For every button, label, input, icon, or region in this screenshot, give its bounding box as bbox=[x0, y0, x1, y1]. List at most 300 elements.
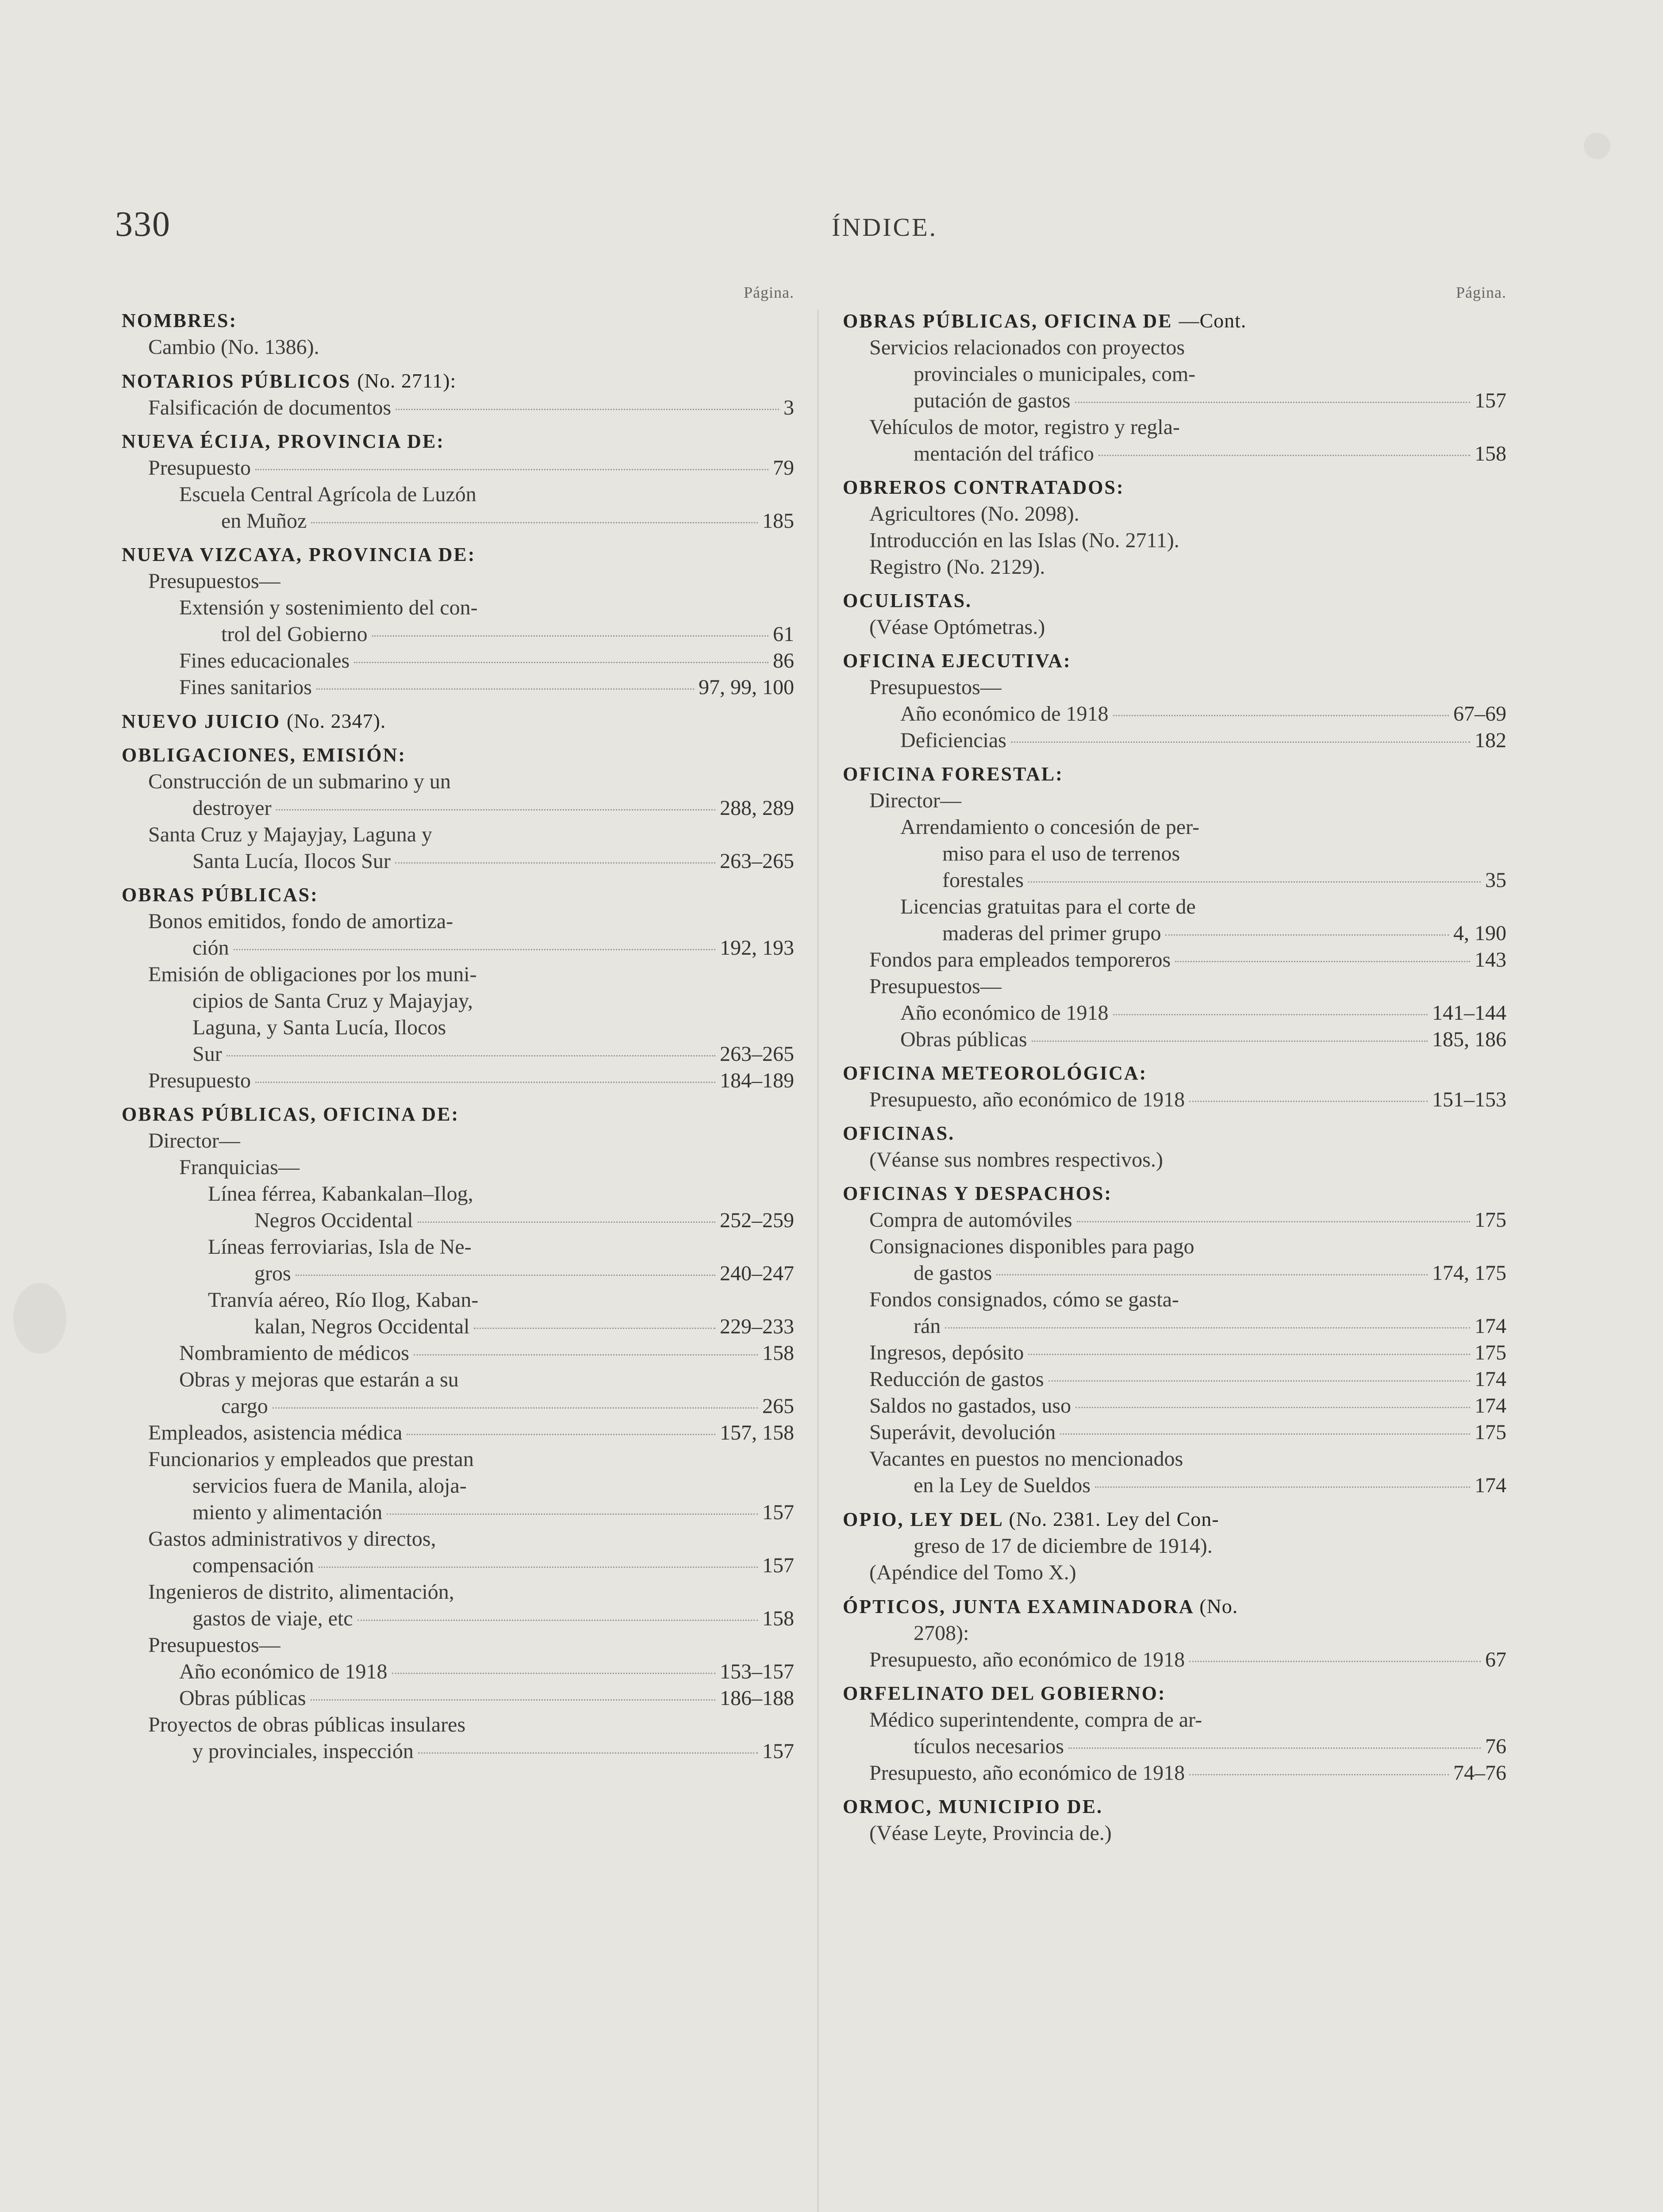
subentry-text: Laguna, y Santa Lucía, Ilocos bbox=[192, 1016, 446, 1039]
index-subentry bbox=[843, 388, 1506, 414]
subentry-text: Línea férrea, Kabankalan–Ilog, bbox=[208, 1182, 473, 1206]
index-entries-left bbox=[122, 307, 794, 1772]
subentry-text: Año económico de 1918 bbox=[900, 1001, 1109, 1025]
index-subentry bbox=[843, 1446, 1506, 1472]
index-subentry bbox=[122, 1014, 794, 1041]
subentry-text: Presupuesto, año económico de 1918 bbox=[869, 1088, 1185, 1111]
subentry-text: Año económico de 1918 bbox=[179, 1660, 388, 1683]
heading-text: OFICINAS Y DESPACHOS: bbox=[843, 1183, 1112, 1204]
index-subentry bbox=[122, 822, 794, 848]
index-subentry bbox=[122, 1068, 794, 1094]
subentry-text: Presupuesto, año económico de 1918 bbox=[869, 1761, 1185, 1785]
running-title: ÍNDICE. bbox=[832, 213, 938, 242]
page-reference: 185 bbox=[762, 509, 794, 533]
page-reference: 35 bbox=[1485, 868, 1506, 892]
subentry-text: forestales bbox=[942, 868, 1024, 892]
index-subentry bbox=[843, 1207, 1506, 1233]
index-subentry bbox=[843, 361, 1506, 388]
index-entry bbox=[843, 761, 1506, 1053]
subentry-text: rán bbox=[914, 1314, 941, 1338]
subentry-text: (Véase Optómetras.) bbox=[869, 615, 1045, 639]
subentry-text: Vacantes en puestos no mencionados bbox=[869, 1447, 1183, 1471]
dot-leader bbox=[357, 1620, 758, 1621]
subentry-text: Falsificación de documentos bbox=[148, 396, 392, 419]
pagina-label: Página. bbox=[744, 284, 794, 301]
entry-heading bbox=[122, 428, 794, 455]
page-reference: 240–247 bbox=[720, 1262, 794, 1285]
index-subentry bbox=[122, 1420, 794, 1446]
subentry-text: Cambio (No. 1386). bbox=[148, 335, 319, 359]
heading-text: OFICINA EJECUTIVA: bbox=[843, 650, 1072, 672]
subentry-text: Nombramiento de médicos bbox=[179, 1341, 409, 1365]
subentry-text: en Muñoz bbox=[221, 509, 307, 533]
page-header bbox=[115, 204, 1548, 257]
index-entry bbox=[843, 1506, 1506, 1586]
index-subentry bbox=[843, 1000, 1506, 1026]
heading-text: OBRAS PÚBLICAS: bbox=[122, 884, 319, 906]
dot-leader bbox=[1028, 881, 1481, 883]
page-reference: 192, 193 bbox=[720, 936, 794, 960]
index-subentry bbox=[122, 935, 794, 961]
dot-leader bbox=[1189, 1774, 1449, 1775]
subentry-text: Agricultores (No. 2098). bbox=[869, 502, 1079, 526]
subentry-text: (Véase Leyte, Provincia de.) bbox=[869, 1821, 1112, 1845]
subentry-text: 2708): bbox=[914, 1621, 969, 1645]
index-entry bbox=[843, 588, 1506, 641]
dot-leader bbox=[996, 1274, 1428, 1275]
subentry-text: greso de 17 de diciembre de 1914). bbox=[914, 1534, 1213, 1558]
subentry-text: miento y alimentación bbox=[192, 1501, 383, 1524]
index-subentry bbox=[122, 795, 794, 822]
index-subentry bbox=[843, 1260, 1506, 1286]
subentry-text: trol del Gobierno bbox=[221, 622, 368, 646]
index-entry bbox=[843, 648, 1506, 754]
heading-text: NOMBRES: bbox=[122, 310, 238, 331]
subentry-text: Saldos no gastados, uso bbox=[869, 1394, 1071, 1417]
index-entry bbox=[122, 368, 794, 421]
page-reference: 229–233 bbox=[720, 1315, 794, 1338]
subentry-text: gros bbox=[254, 1262, 291, 1285]
entry-heading bbox=[122, 368, 794, 395]
subentry-text: Fondos consignados, cómo se gasta- bbox=[869, 1288, 1179, 1311]
index-subentry bbox=[843, 334, 1506, 361]
subentry-text: maderas del primer grupo bbox=[942, 922, 1161, 945]
page-reference: 97, 99, 100 bbox=[699, 676, 794, 699]
heading-text: OPIO, LEY DEL bbox=[843, 1509, 1003, 1530]
subentry-text: Arrendamiento o concesión de per- bbox=[900, 815, 1200, 839]
index-entry bbox=[843, 1060, 1506, 1113]
page-reference: 86 bbox=[773, 649, 794, 672]
index-subentry bbox=[122, 988, 794, 1014]
index-subentry bbox=[843, 701, 1506, 727]
index-subentry bbox=[122, 1234, 794, 1260]
dot-leader bbox=[387, 1513, 758, 1515]
subentry-text: cipios de Santa Cruz y Majayjay, bbox=[192, 989, 473, 1013]
subentry-text: putación de gastos bbox=[914, 389, 1071, 412]
index-subentry bbox=[843, 1707, 1506, 1733]
index-subentry bbox=[122, 1526, 794, 1552]
entry-heading bbox=[843, 1506, 1506, 1533]
page-reference: 175 bbox=[1475, 1421, 1506, 1444]
entry-heading bbox=[122, 1101, 794, 1128]
dot-leader bbox=[474, 1328, 715, 1329]
page-reference: 158 bbox=[1475, 442, 1506, 465]
dot-leader bbox=[276, 809, 715, 810]
subentry-text: Empleados, asistencia médica bbox=[148, 1421, 403, 1444]
index-subentry bbox=[122, 961, 794, 988]
dot-leader bbox=[227, 1055, 715, 1056]
index-subentry bbox=[843, 1760, 1506, 1786]
heading-text: OFICINA METEOROLÓGICA: bbox=[843, 1062, 1148, 1084]
index-subentry bbox=[122, 1041, 794, 1068]
page-reference: 158 bbox=[762, 1607, 794, 1630]
subentry-text: Fondos para empleados temporeros bbox=[869, 948, 1171, 972]
dot-leader bbox=[1113, 715, 1449, 716]
subentry-text: Ingresos, depósito bbox=[869, 1341, 1024, 1364]
index-subentry bbox=[122, 1659, 794, 1685]
entry-heading bbox=[122, 541, 794, 568]
index-subentry bbox=[843, 1340, 1506, 1366]
subentry-text: Santa Cruz y Majayjay, Laguna y bbox=[148, 823, 433, 846]
index-entry bbox=[122, 708, 794, 735]
subentry-text: Presupuestos— bbox=[869, 975, 1002, 998]
page-reference: 186–188 bbox=[720, 1686, 794, 1710]
index-subentry bbox=[122, 908, 794, 935]
subentry-text: miso para el uso de terrenos bbox=[942, 842, 1180, 865]
heading-text: OBRAS PÚBLICAS, OFICINA DE bbox=[843, 310, 1173, 332]
index-subentry bbox=[843, 1233, 1506, 1260]
index-subentry bbox=[122, 674, 794, 701]
entry-heading bbox=[122, 742, 794, 768]
entry-heading bbox=[843, 588, 1506, 614]
entry-heading bbox=[843, 1593, 1506, 1620]
dot-leader bbox=[316, 688, 694, 690]
subentry-text: Médico superintendente, compra de ar- bbox=[869, 1708, 1202, 1732]
entry-heading bbox=[843, 474, 1506, 501]
index-subentry bbox=[122, 1207, 794, 1234]
index-entry bbox=[843, 1680, 1506, 1786]
heading-reference: (No. bbox=[1199, 1595, 1238, 1617]
heading-text: NUEVA ÉCIJA, PROVINCIA DE: bbox=[122, 430, 445, 452]
subentry-text: tículos necesarios bbox=[914, 1735, 1064, 1758]
entry-heading bbox=[843, 307, 1506, 334]
index-subentry bbox=[122, 1579, 794, 1605]
page-reference: 265 bbox=[762, 1394, 794, 1418]
subentry-text: Obras y mejoras que estarán a su bbox=[179, 1368, 459, 1391]
heading-text: OFICINA FORESTAL: bbox=[843, 763, 1064, 785]
subentry-text: Fines educacionales bbox=[179, 649, 350, 672]
index-entry bbox=[122, 541, 794, 701]
dot-leader bbox=[1075, 402, 1470, 403]
index-subentry bbox=[843, 1286, 1506, 1313]
entry-heading bbox=[843, 1680, 1506, 1707]
page-reference: 76 bbox=[1485, 1735, 1506, 1758]
heading-text: NOTARIOS PÚBLICOS bbox=[122, 370, 351, 392]
index-subentry bbox=[843, 973, 1506, 1000]
page-reference: 61 bbox=[773, 622, 794, 646]
page-reference: 67 bbox=[1485, 1648, 1506, 1671]
index-subentry bbox=[843, 414, 1506, 441]
dot-leader bbox=[311, 522, 758, 523]
subentry-text: Deficiencias bbox=[900, 729, 1006, 752]
page-reference: 67–69 bbox=[1453, 702, 1506, 726]
index-entry bbox=[122, 742, 794, 875]
index-subentry bbox=[122, 648, 794, 674]
entry-heading bbox=[122, 882, 794, 908]
page-reference: 182 bbox=[1475, 729, 1506, 752]
dot-leader bbox=[1068, 1747, 1481, 1749]
index-subentry bbox=[843, 1147, 1506, 1173]
index-entry bbox=[843, 1593, 1506, 1673]
index-entry bbox=[122, 307, 794, 361]
heading-text: ÓPTICOS, JUNTA EXAMINADORA bbox=[843, 1596, 1194, 1617]
page-reference: 74–76 bbox=[1453, 1761, 1506, 1785]
index-subentry bbox=[122, 334, 794, 361]
subentry-text: cargo bbox=[221, 1394, 268, 1418]
page-reference: 151–153 bbox=[1432, 1088, 1506, 1111]
subentry-text: destroyer bbox=[192, 796, 272, 820]
subentry-text: kalan, Negros Occidental bbox=[254, 1315, 470, 1338]
dot-leader bbox=[1060, 1433, 1470, 1435]
index-subentry bbox=[843, 1620, 1506, 1647]
subentry-text: Negros Occidental bbox=[254, 1209, 413, 1232]
subentry-text: Superávit, devolución bbox=[869, 1421, 1056, 1444]
index-subentry bbox=[122, 455, 794, 481]
index-entry bbox=[843, 474, 1506, 580]
index-subentry bbox=[122, 1340, 794, 1367]
index-subentry bbox=[843, 1820, 1506, 1847]
index-subentry bbox=[122, 1685, 794, 1712]
heading-text: OBREROS CONTRATADOS: bbox=[843, 476, 1125, 498]
index-subentry bbox=[843, 527, 1506, 554]
heading-text: NUEVA VIZCAYA, PROVINCIA DE: bbox=[122, 544, 476, 565]
entry-heading bbox=[122, 708, 794, 735]
subentry-text: Reducción de gastos bbox=[869, 1367, 1044, 1391]
page-reference: 157 bbox=[762, 1501, 794, 1524]
subentry-text: Presupuesto, año económico de 1918 bbox=[869, 1648, 1185, 1671]
index-subentry bbox=[843, 501, 1506, 527]
index-subentry bbox=[122, 508, 794, 534]
heading-text: OBLIGACIONES, EMISIÓN: bbox=[122, 744, 407, 766]
index-subentry bbox=[122, 1473, 794, 1499]
subentry-text: Consignaciones disponibles para pago bbox=[869, 1235, 1194, 1258]
index-subentry bbox=[122, 568, 794, 595]
subentry-text: Proyectos de obras públicas insulares bbox=[148, 1713, 466, 1736]
page-number: 330 bbox=[115, 205, 171, 244]
index-entry bbox=[843, 1793, 1506, 1847]
dot-leader bbox=[1048, 1380, 1470, 1382]
index-entry bbox=[843, 1180, 1506, 1499]
dot-leader bbox=[1032, 1041, 1428, 1042]
dot-leader bbox=[1028, 1354, 1470, 1355]
index-subentry bbox=[843, 1313, 1506, 1340]
dot-leader bbox=[1165, 934, 1449, 936]
index-subentry bbox=[122, 481, 794, 508]
page-reference: 157 bbox=[1475, 389, 1506, 412]
dot-leader bbox=[407, 1434, 715, 1435]
heading-reference: —Cont. bbox=[1179, 309, 1247, 332]
index-subentry bbox=[843, 1472, 1506, 1499]
dot-leader bbox=[1077, 1221, 1470, 1222]
index-entry bbox=[122, 1101, 794, 1765]
heading-text: OBRAS PÚBLICAS, OFICINA DE: bbox=[122, 1103, 460, 1125]
dot-leader bbox=[396, 409, 779, 410]
subentry-text: Vehículos de motor, registro y regla- bbox=[869, 415, 1180, 439]
subentry-text: mentación del tráfico bbox=[914, 442, 1094, 465]
entry-heading bbox=[843, 1793, 1506, 1820]
index-subentry bbox=[122, 1712, 794, 1738]
page-reference: 174 bbox=[1475, 1394, 1506, 1417]
subentry-text: Escuela Central Agrícola de Luzón bbox=[179, 483, 476, 506]
index-subentry bbox=[122, 1738, 794, 1765]
subentry-text: Líneas ferroviarias, Isla de Ne- bbox=[208, 1235, 472, 1259]
dot-leader bbox=[311, 1699, 715, 1701]
index-subentry bbox=[122, 768, 794, 795]
subentry-text: provinciales o municipales, com- bbox=[914, 362, 1196, 386]
subentry-text: Extensión y sostenimiento del con- bbox=[179, 596, 478, 619]
page-reference: 174 bbox=[1475, 1314, 1506, 1338]
index-subentry bbox=[122, 621, 794, 648]
heading-reference: (No. 2347). bbox=[287, 710, 386, 732]
subentry-text: ción bbox=[192, 936, 229, 960]
subentry-text: (Véanse sus nombres respectivos.) bbox=[869, 1148, 1163, 1171]
subentry-text: Construcción de un submarino y un bbox=[148, 770, 451, 793]
dot-leader bbox=[1075, 1407, 1470, 1408]
page-reference: 175 bbox=[1475, 1341, 1506, 1364]
subentry-text: Compra de automóviles bbox=[869, 1208, 1072, 1232]
index-subentry bbox=[122, 395, 794, 421]
index-subentry bbox=[122, 1260, 794, 1287]
dot-leader bbox=[395, 862, 715, 864]
index-subentry bbox=[843, 1026, 1506, 1053]
dot-leader bbox=[392, 1673, 715, 1674]
index-subentry bbox=[122, 1181, 794, 1207]
index-subentry bbox=[122, 1446, 794, 1473]
index-subentry bbox=[843, 1647, 1506, 1673]
index-entry bbox=[122, 882, 794, 1094]
index-subentry bbox=[122, 848, 794, 875]
subentry-text: Bonos emitidos, fondo de amortiza- bbox=[148, 910, 453, 933]
subentry-text: Presupuestos— bbox=[869, 676, 1002, 699]
page-reference: 157 bbox=[762, 1554, 794, 1577]
page-reference: 153–157 bbox=[720, 1660, 794, 1683]
index-subentry bbox=[843, 441, 1506, 467]
page-reference: 185, 186 bbox=[1432, 1028, 1506, 1051]
page-reference: 288, 289 bbox=[720, 796, 794, 820]
dot-leader bbox=[319, 1567, 758, 1568]
index-subentry bbox=[843, 1533, 1506, 1559]
subentry-text: Obras públicas bbox=[179, 1686, 306, 1710]
index-subentry bbox=[843, 894, 1506, 920]
index-subentry bbox=[122, 1313, 794, 1340]
page-reference: 141–144 bbox=[1432, 1001, 1506, 1025]
subentry-text: gastos de viaje, etc bbox=[192, 1607, 353, 1630]
dot-leader bbox=[255, 469, 768, 470]
index-subentry bbox=[843, 1087, 1506, 1113]
entry-heading bbox=[843, 1180, 1506, 1207]
subentry-text: Registro (No. 2129). bbox=[869, 555, 1045, 579]
dot-leader bbox=[354, 662, 768, 663]
subentry-text: Director— bbox=[869, 789, 961, 812]
index-subentry bbox=[843, 727, 1506, 754]
index-subentry bbox=[843, 787, 1506, 814]
index-subentry bbox=[122, 1154, 794, 1181]
subentry-text: Gastos administrativos y directos, bbox=[148, 1527, 436, 1551]
dot-leader bbox=[418, 1221, 715, 1223]
index-subentry bbox=[843, 841, 1506, 867]
subentry-text: Santa Lucía, Ilocos Sur bbox=[192, 849, 391, 873]
page-reference: 79 bbox=[773, 456, 794, 480]
index-subentry bbox=[843, 947, 1506, 973]
entry-heading bbox=[122, 307, 794, 334]
page-reference: 157 bbox=[762, 1740, 794, 1763]
index-subentry bbox=[843, 1733, 1506, 1760]
page-reference: 4, 190 bbox=[1453, 922, 1506, 945]
index-entries-right bbox=[843, 307, 1506, 1854]
subentry-text: de gastos bbox=[914, 1261, 992, 1285]
subentry-text: Obras públicas bbox=[900, 1028, 1027, 1051]
page-reference: 158 bbox=[762, 1341, 794, 1365]
dot-leader bbox=[1011, 741, 1470, 743]
heading-text: ORFELINATO DEL GOBIERNO: bbox=[843, 1682, 1166, 1704]
page-reference: 184–189 bbox=[720, 1069, 794, 1092]
index-subentry bbox=[843, 554, 1506, 580]
heading-text: OFICINAS. bbox=[843, 1122, 955, 1144]
dot-leader bbox=[1175, 961, 1470, 962]
dot-leader bbox=[945, 1327, 1470, 1329]
subentry-text: (Apéndice del Tomo X.) bbox=[869, 1561, 1076, 1584]
index-subentry bbox=[122, 1605, 794, 1632]
index-entry bbox=[843, 1120, 1506, 1173]
subentry-text: Funcionarios y empleados que prestan bbox=[148, 1448, 474, 1471]
dot-leader bbox=[418, 1752, 758, 1754]
subentry-text: Presupuestos— bbox=[148, 1633, 280, 1657]
index-subentry bbox=[122, 1287, 794, 1313]
page-reference: 174, 175 bbox=[1432, 1261, 1506, 1285]
index-subentry bbox=[122, 595, 794, 621]
subentry-text: compensación bbox=[192, 1554, 314, 1577]
subentry-text: en la Ley de Sueldos bbox=[914, 1474, 1091, 1497]
subentry-text: Franquicias— bbox=[179, 1156, 300, 1179]
heading-text: ORMOC, MUNICIPIO DE. bbox=[843, 1796, 1103, 1817]
heading-reference: (No. 2381. Ley del Con- bbox=[1009, 1508, 1219, 1530]
index-entry bbox=[122, 428, 794, 534]
subentry-text: Director— bbox=[148, 1129, 240, 1152]
subentry-text: Presupuesto bbox=[148, 456, 251, 480]
dot-leader bbox=[1098, 455, 1470, 456]
subentry-text: Emisión de obligaciones por los muni- bbox=[148, 963, 477, 986]
subentry-text: Presupuesto bbox=[148, 1069, 251, 1092]
subentry-text: y provinciales, inspección bbox=[192, 1740, 414, 1763]
index-subentry bbox=[843, 920, 1506, 947]
dot-leader bbox=[273, 1407, 758, 1409]
dot-leader bbox=[296, 1275, 715, 1276]
index-subentry bbox=[122, 1632, 794, 1659]
index-subentry bbox=[843, 614, 1506, 641]
subentry-text: Introducción en las Islas (No. 2711). bbox=[869, 529, 1179, 552]
dot-leader bbox=[1113, 1014, 1428, 1015]
heading-text: OCULISTAS. bbox=[843, 590, 972, 611]
subentry-text: Servicios relacionados con proyectos bbox=[869, 336, 1185, 359]
index-subentry bbox=[843, 1393, 1506, 1419]
entry-heading bbox=[843, 1060, 1506, 1087]
pagina-label: Página. bbox=[1456, 284, 1506, 301]
subentry-text: Ingenieros de distrito, alimentación, bbox=[148, 1580, 454, 1604]
dot-leader bbox=[234, 949, 715, 950]
entry-heading bbox=[843, 761, 1506, 787]
index-subentry bbox=[122, 1499, 794, 1526]
page-reference: 263–265 bbox=[720, 1042, 794, 1066]
